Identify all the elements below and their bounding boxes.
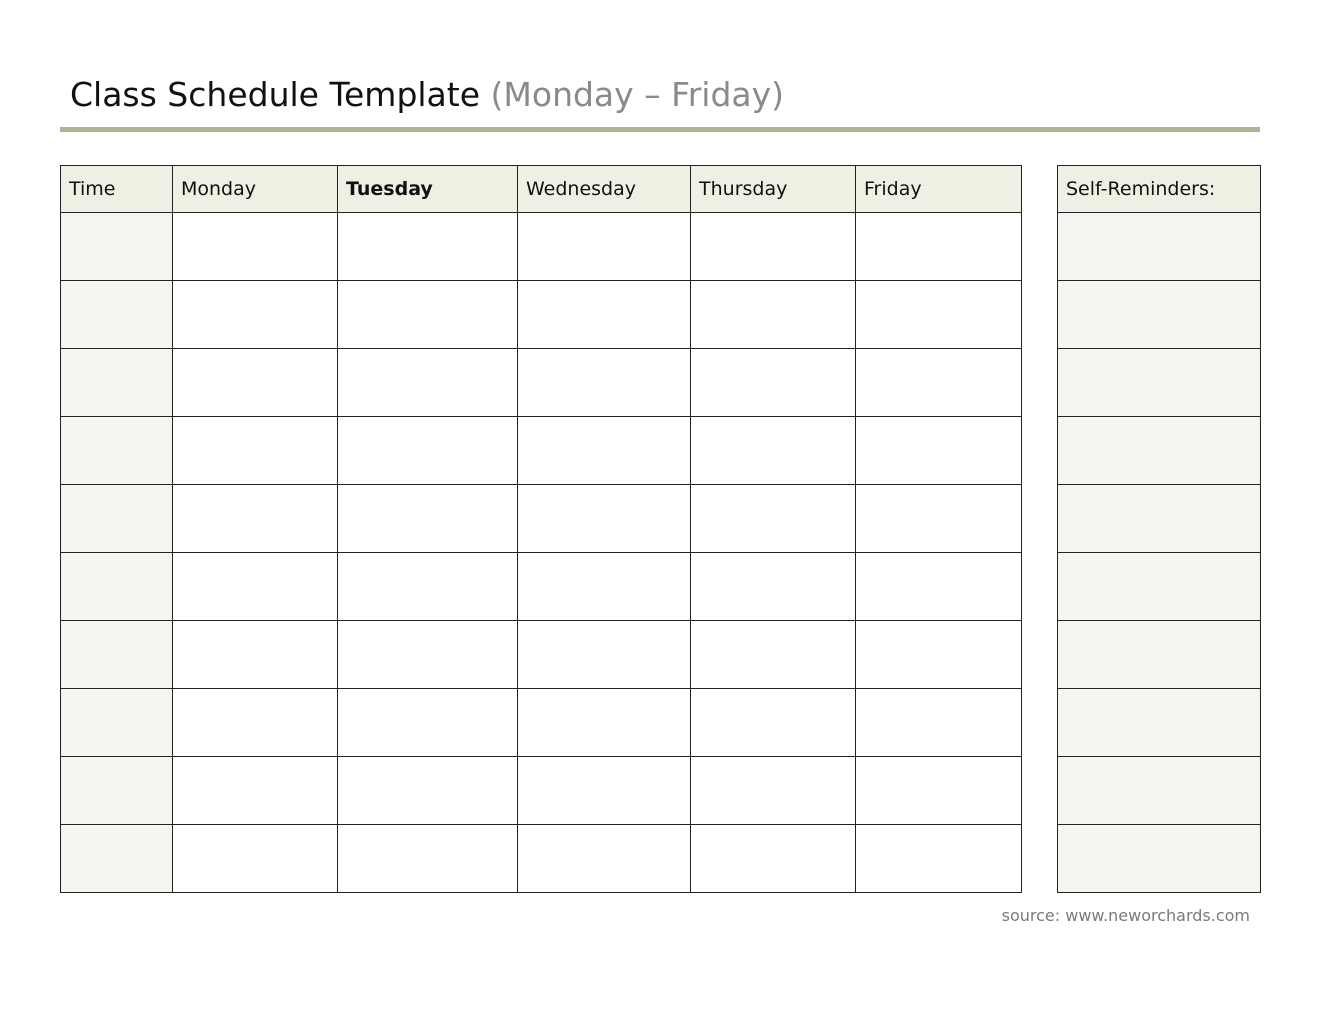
column-header-friday: Friday: [856, 166, 1022, 213]
tuesday-cell[interactable]: [338, 281, 518, 349]
monday-cell[interactable]: [173, 213, 338, 281]
thursday-cell[interactable]: [691, 825, 856, 893]
tuesday-cell[interactable]: [338, 417, 518, 485]
reminder-row: [1058, 417, 1261, 485]
schedule-row: [61, 281, 1022, 349]
reminder-cell[interactable]: [1058, 757, 1261, 825]
thursday-cell[interactable]: [691, 417, 856, 485]
reminder-row: [1058, 213, 1261, 281]
reminder-row: [1058, 553, 1261, 621]
title-subtitle: (Monday – Friday): [490, 75, 785, 114]
reminder-cell[interactable]: [1058, 213, 1261, 281]
reminder-row: [1058, 349, 1261, 417]
title-main: Class Schedule Template: [70, 75, 481, 114]
monday-cell[interactable]: [173, 757, 338, 825]
friday-cell[interactable]: [856, 417, 1022, 485]
monday-cell[interactable]: [173, 825, 338, 893]
wednesday-cell[interactable]: [518, 485, 691, 553]
wednesday-cell[interactable]: [518, 825, 691, 893]
schedule-row: [61, 485, 1022, 553]
thursday-cell[interactable]: [691, 689, 856, 757]
thursday-cell[interactable]: [691, 281, 856, 349]
wednesday-cell[interactable]: [518, 553, 691, 621]
reminder-row: [1058, 621, 1261, 689]
tuesday-cell[interactable]: [338, 825, 518, 893]
tuesday-cell[interactable]: [338, 621, 518, 689]
friday-cell[interactable]: [856, 825, 1022, 893]
friday-cell[interactable]: [856, 281, 1022, 349]
thursday-cell[interactable]: [691, 553, 856, 621]
reminder-row: [1058, 757, 1261, 825]
reminder-cell[interactable]: [1058, 349, 1261, 417]
time-cell[interactable]: [61, 485, 173, 553]
column-header-wednesday: Wednesday: [518, 166, 691, 213]
schedule-row: [61, 417, 1022, 485]
friday-cell[interactable]: [856, 689, 1022, 757]
wednesday-cell[interactable]: [518, 349, 691, 417]
source-credit: source: www.neworchards.com: [1001, 906, 1250, 925]
reminder-cell[interactable]: [1058, 417, 1261, 485]
time-cell[interactable]: [61, 553, 173, 621]
self-reminders-table: [1057, 165, 1261, 893]
schedule-row: [61, 621, 1022, 689]
reminder-cell[interactable]: [1058, 485, 1261, 553]
schedule-row: [61, 213, 1022, 281]
wednesday-cell[interactable]: [518, 213, 691, 281]
reminder-row: [1058, 281, 1261, 349]
thursday-cell[interactable]: [691, 349, 856, 417]
wednesday-cell[interactable]: [518, 757, 691, 825]
schedule-table: [60, 165, 1022, 893]
friday-cell[interactable]: [856, 349, 1022, 417]
reminder-row: [1058, 485, 1261, 553]
monday-cell[interactable]: [173, 417, 338, 485]
reminder-cell[interactable]: [1058, 689, 1261, 757]
column-header-thursday: Thursday: [691, 166, 856, 213]
reminder-cell[interactable]: [1058, 553, 1261, 621]
wednesday-cell[interactable]: [518, 417, 691, 485]
page-title: [70, 72, 784, 118]
wednesday-cell[interactable]: [518, 689, 691, 757]
wednesday-cell[interactable]: [518, 621, 691, 689]
reminder-row: [1058, 825, 1261, 893]
tuesday-cell[interactable]: [338, 485, 518, 553]
tuesday-cell[interactable]: [338, 757, 518, 825]
time-cell[interactable]: [61, 757, 173, 825]
schedule-row: [61, 825, 1022, 893]
monday-cell[interactable]: [173, 349, 338, 417]
time-cell[interactable]: [61, 349, 173, 417]
reminder-cell[interactable]: [1058, 281, 1261, 349]
schedule-row: [61, 349, 1022, 417]
reminders-body: [1058, 213, 1261, 893]
friday-cell[interactable]: [856, 213, 1022, 281]
tuesday-cell[interactable]: [338, 689, 518, 757]
thursday-cell[interactable]: [691, 757, 856, 825]
schedule-row: [61, 757, 1022, 825]
friday-cell[interactable]: [856, 621, 1022, 689]
thursday-cell[interactable]: [691, 621, 856, 689]
reminder-cell[interactable]: [1058, 825, 1261, 893]
time-cell[interactable]: [61, 213, 173, 281]
tuesday-cell[interactable]: [338, 213, 518, 281]
tuesday-cell[interactable]: [338, 349, 518, 417]
column-header-monday: Monday: [173, 166, 338, 213]
reminders-header-row: [1058, 166, 1261, 213]
schedule-header-row: [61, 166, 1022, 213]
schedule-row: [61, 553, 1022, 621]
title-divider: [60, 127, 1260, 132]
monday-cell[interactable]: [173, 281, 338, 349]
thursday-cell[interactable]: [691, 485, 856, 553]
monday-cell[interactable]: [173, 621, 338, 689]
reminder-cell[interactable]: [1058, 621, 1261, 689]
monday-cell[interactable]: [173, 689, 338, 757]
time-cell[interactable]: [61, 825, 173, 893]
time-cell[interactable]: [61, 689, 173, 757]
reminder-row: [1058, 689, 1261, 757]
time-cell[interactable]: [61, 281, 173, 349]
monday-cell[interactable]: [173, 485, 338, 553]
thursday-cell[interactable]: [691, 213, 856, 281]
schedule-body: [61, 213, 1022, 893]
tuesday-cell[interactable]: [338, 553, 518, 621]
friday-cell[interactable]: [856, 757, 1022, 825]
column-header-tuesday: Tuesday: [338, 166, 518, 213]
wednesday-cell[interactable]: [518, 281, 691, 349]
time-cell[interactable]: [61, 621, 173, 689]
column-header-time: Time: [61, 166, 173, 213]
friday-cell[interactable]: [856, 485, 1022, 553]
friday-cell[interactable]: [856, 553, 1022, 621]
schedule-row: [61, 689, 1022, 757]
time-cell[interactable]: [61, 417, 173, 485]
monday-cell[interactable]: [173, 553, 338, 621]
self-reminders-header: Self-Reminders:: [1058, 166, 1261, 213]
